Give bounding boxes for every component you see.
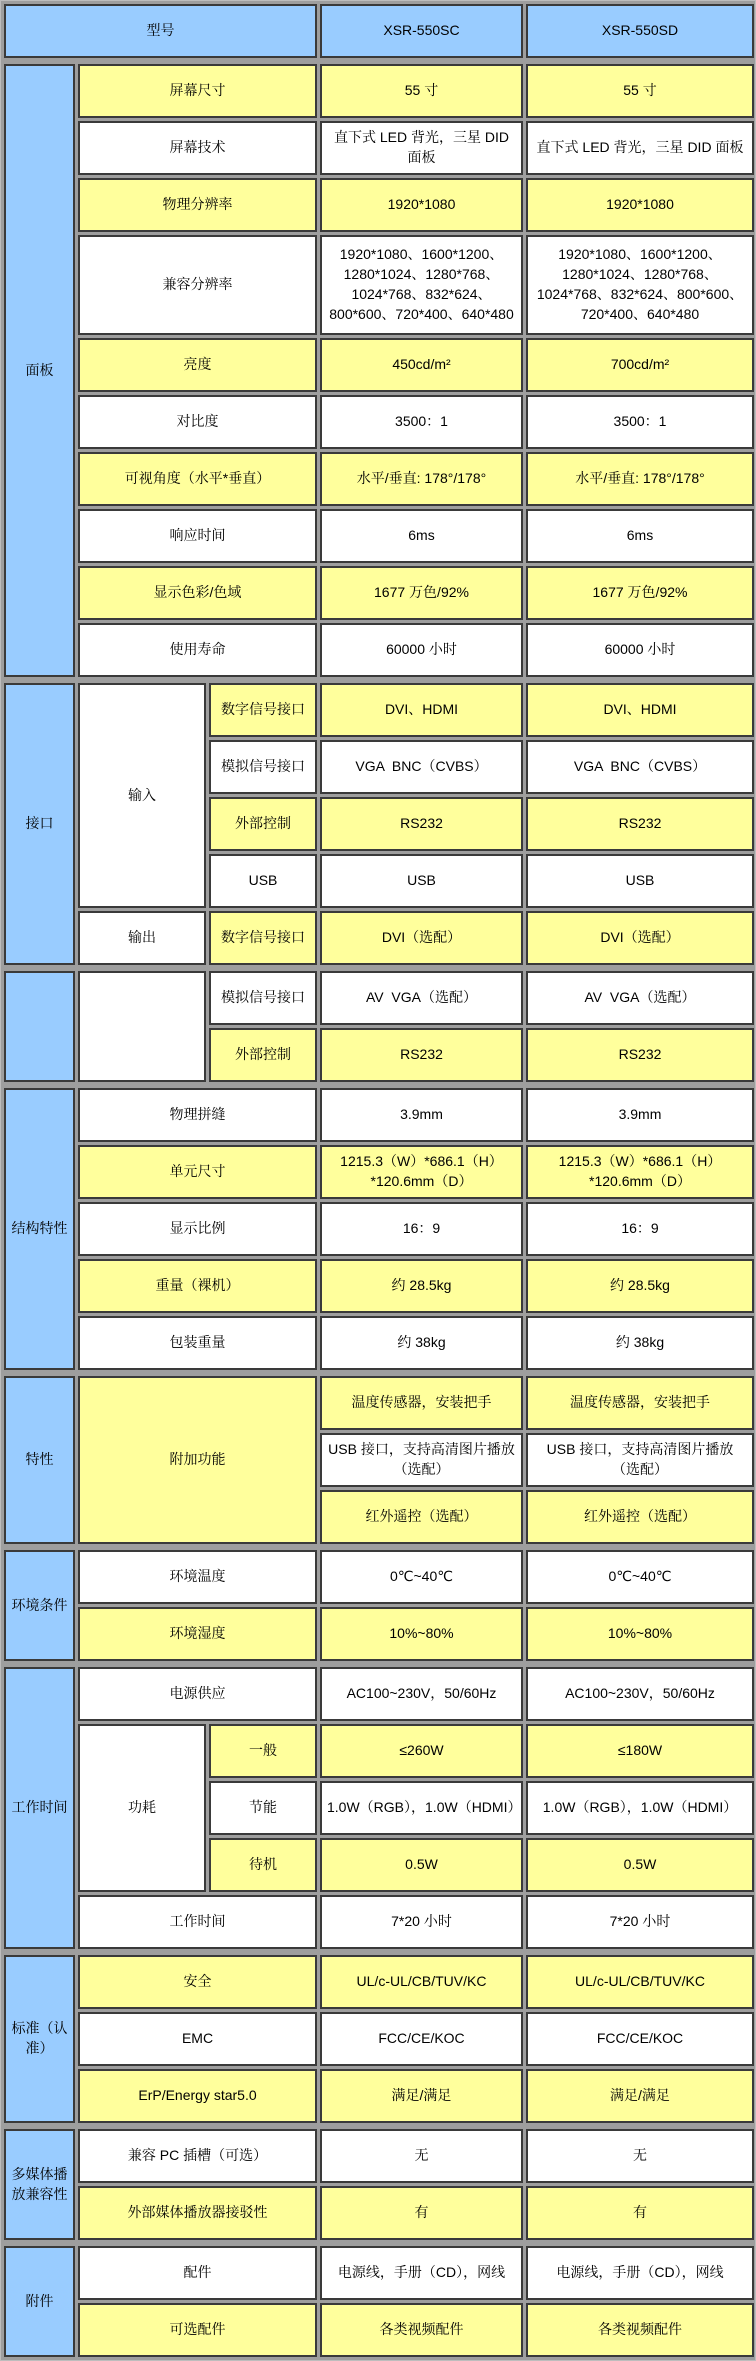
value-unit-size-550sc: 1215.3（W）*686.1（H）*120.6mm（D）: [320, 1145, 523, 1199]
value-viewing-angle-550sd: 水平/垂直: 178°/178°: [526, 452, 754, 506]
value-native-resolution-550sd: 1920*1080: [526, 178, 754, 232]
value-power-standby-550sc: 0.5W: [320, 1838, 523, 1892]
value-usb-550sd: USB: [526, 854, 754, 908]
value-analog-output-550sc: AV VGA（选配）: [320, 971, 523, 1025]
section-label-standards: 标准（认准）: [4, 1955, 75, 2123]
value-lifespan-550sd: 60000 小时: [526, 623, 754, 677]
label-brightness: 亮度: [78, 338, 317, 392]
label-response-time: 响应时间: [78, 509, 317, 563]
label-unit-size: 单元尺寸: [78, 1145, 317, 1199]
label-lifespan: 使用寿命: [78, 623, 317, 677]
value-working-time-550sc: 7*20 小时: [320, 1895, 523, 1949]
value-screen-tech-550sc: 直下式 LED 背光，三星 DID 面板: [320, 121, 523, 175]
table-interface: [1, 680, 756, 968]
value-digital-output-550sd: DVI（选配）: [526, 911, 754, 965]
value-power-saving-550sc: 1.0W（RGB），1.0W（HDMI）: [320, 1781, 523, 1835]
section-label-features: 特性: [4, 1376, 75, 1544]
value-pc-slot-550sc: 无: [320, 2129, 523, 2183]
label-contrast: 对比度: [78, 395, 317, 449]
label-power-saving: 节能: [209, 1781, 317, 1835]
value-external-control-in-550sd: RS232: [526, 797, 754, 851]
value-native-resolution-550sc: 1920*1080: [320, 178, 523, 232]
label-power-standby: 待机: [209, 1838, 317, 1892]
label-power-supply: 电源供应: [78, 1667, 317, 1721]
label-working-time: 工作时间: [78, 1895, 317, 1949]
value-power-supply-550sd: AC100~230V，50/60Hz: [526, 1667, 754, 1721]
table-operation: [1, 1664, 756, 1952]
value-pc-slot-550sd: 无: [526, 2129, 754, 2183]
value-lifespan-550sc: 60000 小时: [320, 623, 523, 677]
value-feature-usb-playback-550sd: USB 接口，支持高清图片播放（选配）: [526, 1433, 754, 1487]
label-accessories: 配件: [78, 2246, 317, 2300]
value-power-saving-550sd: 1.0W（RGB），1.0W（HDMI）: [526, 1781, 754, 1835]
label-native-resolution: 物理分辨率: [78, 178, 317, 232]
value-contrast-550sc: 3500：1: [320, 395, 523, 449]
value-analog-output-550sd: AV VGA（选配）: [526, 971, 754, 1025]
table-interface-cont: [1, 968, 756, 1085]
value-viewing-angle-550sc: 水平/垂直: 178°/178°: [320, 452, 523, 506]
value-compatible-resolution-550sc: 1920*1080、1600*1200、1280*1024、1280*768、1024*768、832*624、800*600、720*400、640*480: [320, 235, 523, 335]
value-feature-sensors-550sc: 温度传感器，安装把手: [320, 1376, 523, 1430]
value-power-supply-550sc: AC100~230V，50/60Hz: [320, 1667, 523, 1721]
table-panel: [1, 61, 756, 680]
table-standards: [1, 1952, 756, 2126]
value-erp-energy-star-550sc: 满足/满足: [320, 2069, 523, 2123]
value-analog-input-550sd: VGA BNC（CVBS）: [526, 740, 754, 794]
section-label-multimedia: 多媒体播放兼容性: [4, 2129, 75, 2240]
value-ambient-temperature-550sc: 0℃~40℃: [320, 1550, 523, 1604]
value-accessories-550sc: 电源线，手册（CD），网线: [320, 2246, 523, 2300]
label-external-player: 外部媒体播放器接驳性: [78, 2186, 317, 2240]
value-emc-550sd: FCC/CE/KOC: [526, 2012, 754, 2066]
value-feature-ir-remote-550sd: 红外遥控（选配）: [526, 1490, 754, 1544]
section-label-panel: 面板: [4, 64, 75, 677]
value-digital-input-550sd: DVI、HDMI: [526, 683, 754, 737]
table-structure: [1, 1085, 756, 1373]
label-emc: EMC: [78, 2012, 317, 2066]
value-screen-size-550sc: 55 寸: [320, 64, 523, 118]
label-safety: 安全: [78, 1955, 317, 2009]
table-environment: [1, 1547, 756, 1664]
value-package-weight-550sd: 约 38kg: [526, 1316, 754, 1370]
value-unit-size-550sd: 1215.3（W）*686.1（H）*120.6mm（D）: [526, 1145, 754, 1199]
label-viewing-angle: 可视角度（水平*垂直）: [78, 452, 317, 506]
label-power-normal: 一般: [209, 1724, 317, 1778]
label-aspect-ratio: 显示比例: [78, 1202, 317, 1256]
empty-group-cell: [78, 971, 206, 1082]
value-working-time-550sd: 7*20 小时: [526, 1895, 754, 1949]
value-power-standby-550sd: 0.5W: [526, 1838, 754, 1892]
value-external-control-in-550sc: RS232: [320, 797, 523, 851]
empty-section-cell: [4, 971, 75, 1082]
label-optional-accessories: 可选配件: [78, 2303, 317, 2357]
value-screen-tech-550sd: 直下式 LED 背光，三星 DID 面板: [526, 121, 754, 175]
value-bezel-gap-550sd: 3.9mm: [526, 1088, 754, 1142]
section-label-interface: 接口: [4, 683, 75, 965]
value-erp-energy-star-550sd: 满足/满足: [526, 2069, 754, 2123]
value-package-weight-550sc: 约 38kg: [320, 1316, 523, 1370]
value-optional-accessories-550sd: 各类视频配件: [526, 2303, 754, 2357]
value-response-time-550sc: 6ms: [320, 509, 523, 563]
section-label-accessories: 附件: [4, 2246, 75, 2357]
section-label-operation: 工作时间: [4, 1667, 75, 1949]
label-ambient-humidity: 环境湿度: [78, 1607, 317, 1661]
value-contrast-550sd: 3500：1: [526, 395, 754, 449]
label-analog-input: 模拟信号接口: [209, 740, 317, 794]
value-color-gamut-550sd: 1677 万色/92%: [526, 566, 754, 620]
value-usb-550sc: USB: [320, 854, 523, 908]
value-aspect-ratio-550sd: 16：9: [526, 1202, 754, 1256]
label-external-control-out: 外部控制: [209, 1028, 317, 1082]
label-color-gamut: 显示色彩/色域: [78, 566, 317, 620]
label-screen-size: 屏幕尺寸: [78, 64, 317, 118]
model-header-label: 型号: [4, 4, 317, 58]
value-net-weight-550sc: 约 28.5kg: [320, 1259, 523, 1313]
value-feature-usb-playback-550sc: USB 接口，支持高清图片播放（选配）: [320, 1433, 523, 1487]
label-usb: USB: [209, 854, 317, 908]
value-aspect-ratio-550sc: 16：9: [320, 1202, 523, 1256]
label-compatible-resolution: 兼容分辨率: [78, 235, 317, 335]
value-color-gamut-550sc: 1677 万色/92%: [320, 566, 523, 620]
table-multimedia: [1, 2126, 756, 2243]
value-brightness-550sd: 700cd/m²: [526, 338, 754, 392]
value-external-control-out-550sc: RS232: [320, 1028, 523, 1082]
table-accessories: [1, 2243, 756, 2360]
section-label-environment: 环境条件: [4, 1550, 75, 1661]
label-bezel-gap: 物理拼缝: [78, 1088, 317, 1142]
label-pc-slot: 兼容 PC 插槽（可选）: [78, 2129, 317, 2183]
value-analog-input-550sc: VGA BNC（CVBS）: [320, 740, 523, 794]
value-safety-550sd: UL/c-UL/CB/TUV/KC: [526, 1955, 754, 2009]
value-digital-input-550sc: DVI、HDMI: [320, 683, 523, 737]
value-power-normal-550sd: ≤180W: [526, 1724, 754, 1778]
model-name-550sc: XSR-550SC: [320, 4, 523, 58]
label-erp-energy-star: ErP/Energy star5.0: [78, 2069, 317, 2123]
section-label-structure: 结构特性: [4, 1088, 75, 1370]
value-bezel-gap-550sc: 3.9mm: [320, 1088, 523, 1142]
value-feature-ir-remote-550sc: 红外遥控（选配）: [320, 1490, 523, 1544]
value-ambient-temperature-550sd: 0℃~40℃: [526, 1550, 754, 1604]
value-power-normal-550sc: ≤260W: [320, 1724, 523, 1778]
value-external-player-550sd: 有: [526, 2186, 754, 2240]
value-ambient-humidity-550sd: 10%~80%: [526, 1607, 754, 1661]
label-input-group: 输入: [78, 683, 206, 908]
label-digital-input: 数字信号接口: [209, 683, 317, 737]
label-analog-output: 模拟信号接口: [209, 971, 317, 1025]
value-external-player-550sc: 有: [320, 2186, 523, 2240]
value-brightness-550sc: 450cd/m²: [320, 338, 523, 392]
value-screen-size-550sd: 55 寸: [526, 64, 754, 118]
value-emc-550sc: FCC/CE/KOC: [320, 2012, 523, 2066]
label-digital-output: 数字信号接口: [209, 911, 317, 965]
value-net-weight-550sd: 约 28.5kg: [526, 1259, 754, 1313]
value-optional-accessories-550sc: 各类视频配件: [320, 2303, 523, 2357]
label-output-group: 输出: [78, 911, 206, 965]
label-net-weight: 重量（裸机）: [78, 1259, 317, 1313]
label-power-consumption-group: 功耗: [78, 1724, 206, 1892]
value-compatible-resolution-550sd: 1920*1080、1600*1200、1280*1024、1280*768、1024*768、832*624、800*600、720*400、640*480: [526, 235, 754, 335]
model-name-550sd: XSR-550SD: [526, 4, 754, 58]
value-external-control-out-550sd: RS232: [526, 1028, 754, 1082]
table-features: [1, 1373, 756, 1547]
label-additional-functions: 附加功能: [78, 1376, 317, 1544]
value-feature-sensors-550sd: 温度传感器，安装把手: [526, 1376, 754, 1430]
label-package-weight: 包装重量: [78, 1316, 317, 1370]
value-accessories-550sd: 电源线，手册（CD），网线: [526, 2246, 754, 2300]
value-safety-550sc: UL/c-UL/CB/TUV/KC: [320, 1955, 523, 2009]
label-screen-tech: 屏幕技术: [78, 121, 317, 175]
value-ambient-humidity-550sc: 10%~80%: [320, 1607, 523, 1661]
label-ambient-temperature: 环境温度: [78, 1550, 317, 1604]
table-header: [1, 1, 756, 61]
value-digital-output-550sc: DVI（选配）: [320, 911, 523, 965]
value-response-time-550sd: 6ms: [526, 509, 754, 563]
label-external-control-in: 外部控制: [209, 797, 317, 851]
